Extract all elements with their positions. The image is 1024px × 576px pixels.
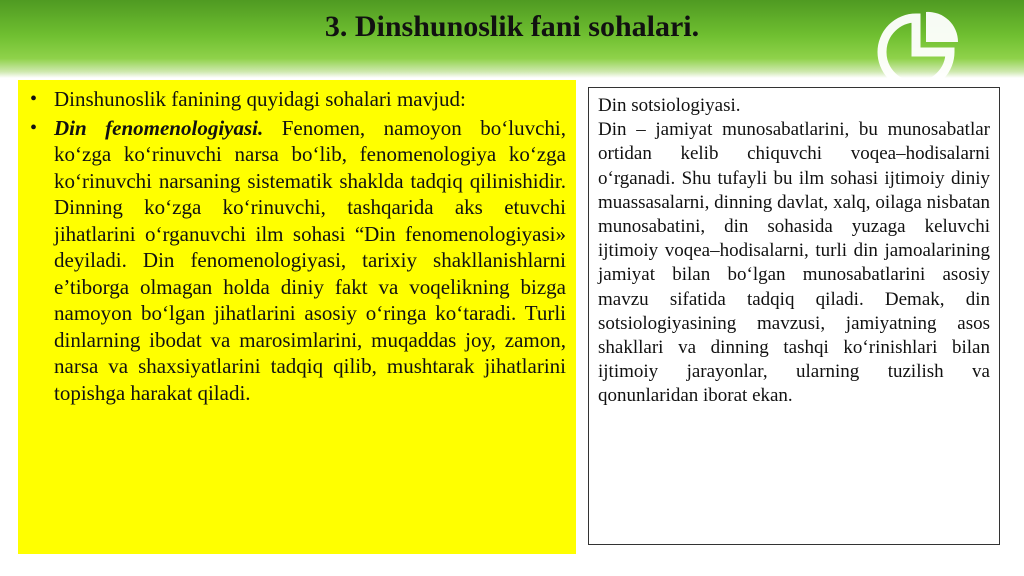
- left-content-box: [18, 80, 576, 554]
- pie-chart-logo-icon: [854, 8, 984, 88]
- right-content-box: [588, 87, 1000, 545]
- bullet-phenomenology: [26, 115, 566, 407]
- sociology-heading: Din sotsiologiyasi.: [598, 95, 741, 116]
- sociology-body: Din – jamiyat munosabatlarini, bu munosabatlar ortidan kelib chiquvchi voqea–hodisalarni o‘rganadi. Shu tufayli bu ilm sohasi ijtimoiy diniy muassasalarni, dinning davlat, xalq, oilaga nisbatan munosabatini, din sohasida yuzaga keluvchi ijtimoiy voqea–hodisalarni, turli din jamoalarining jamiyat bilan bo‘lgan munosabatlarini asosiy mavzu sifatida tadqiq qiladi. Demak, din sotsiologiyasining mavzusi, jamiyatning asos shakllari va dinning tashqi ko‘rinishlari bilan ijtimoiy jarayonlar, ularning tuzilish va qonunlaridan iborat ekan.: [598, 119, 990, 407]
- intro-text: Dinshunoslik fanining quyidagi sohalari mavjud:: [54, 87, 466, 111]
- slide-title: 3. Dinshunoslik fani sohalari.: [324, 10, 700, 43]
- phenomenology-term: Din fenomenologiyasi.: [54, 115, 264, 140]
- bullet-dot-icon: •: [30, 116, 38, 139]
- bullet-intro: [26, 86, 566, 113]
- bullet-dot-icon: •: [30, 88, 38, 110]
- phenomenology-body: Fenomen, namoyon bo‘luvchi, ko‘zga ko‘rinuvchi narsa bo‘lib, fenomenologiya ko‘zga ko‘rinuvchi narsaning sistematik shaklda tadqiq qilinishidir. Dinning ko‘zga ko‘rinuvchi, tashqarida aks etuvchi jihatlarini o‘rganuvchi ilm sohasi “Din fenomenologiyasi» deyiladi. Din fenomenologiyasi, tarixiy shakllanishlarni e’tiborga olmagan holda diniy fakt va voqelikning bizga namoyon bo‘lgan jihatlarini asosiy o‘ringa ko‘taradi. Turli dinlarning ibodat va marosimlarini, muqaddas joy, zamon, narsa va shaxsiyatlarini tadqiq qilib, mushtarak jihatlarini topishga harakat qiladi.: [54, 115, 566, 405]
